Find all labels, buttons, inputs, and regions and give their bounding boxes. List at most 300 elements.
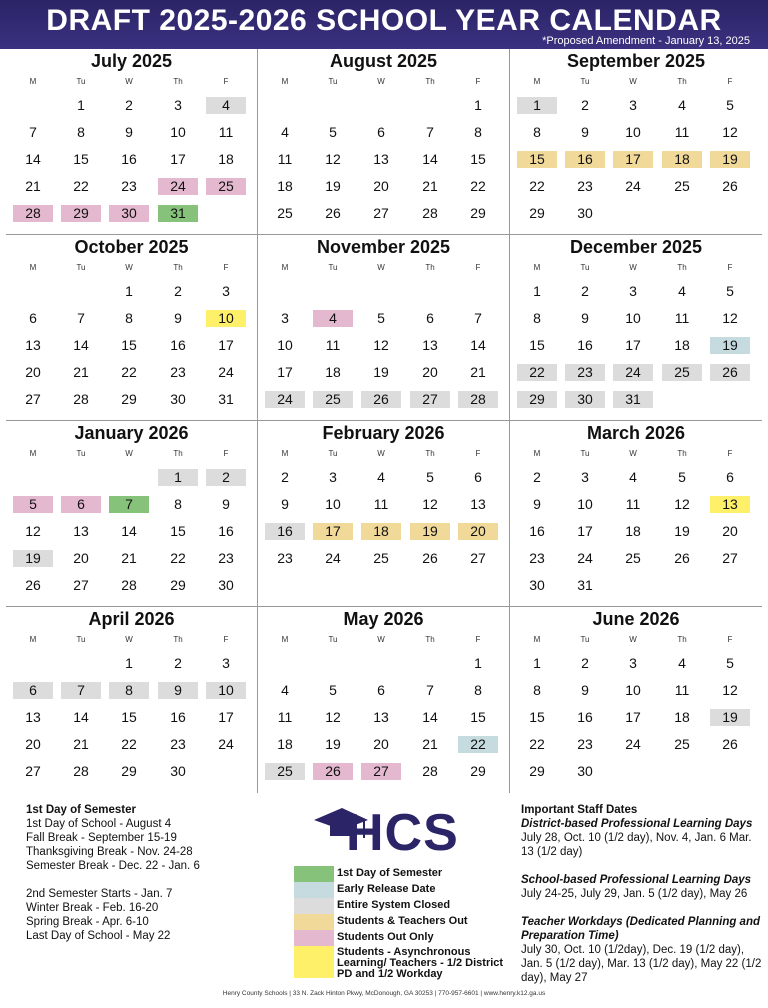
calendar-day: 26 xyxy=(722,736,738,752)
weekday-label: W xyxy=(377,263,385,272)
calendar-day: 13 xyxy=(422,337,438,353)
key-label: Early Release Date xyxy=(337,883,436,895)
calendar-day: 16 xyxy=(565,151,605,168)
calendar-day: 20 xyxy=(73,550,89,566)
month-name: July 2025 xyxy=(90,51,173,71)
calendar-day: 23 xyxy=(121,178,137,194)
calendar-day: 18 xyxy=(277,736,293,752)
calendar-day: 30 xyxy=(565,391,605,408)
calendar-day: 29 xyxy=(121,763,137,779)
calendar-day: 9 xyxy=(281,496,289,512)
semester-item: Spring Break - Apr. 6-10 xyxy=(26,916,149,928)
calendar-day: 17 xyxy=(218,337,234,353)
calendar-day: 11 xyxy=(325,337,341,353)
weekday-label: F xyxy=(727,77,733,86)
calendar-day: 6 xyxy=(13,682,53,699)
calendar-day: 2 xyxy=(581,283,589,299)
calendar-day: 20 xyxy=(722,523,738,539)
calendar-day: 3 xyxy=(281,310,289,326)
semester-item: 2nd Semester Starts - Jan. 7 xyxy=(26,888,173,900)
calendar-day: 8 xyxy=(533,682,541,698)
calendar-day: 10 xyxy=(625,310,641,326)
calendar-day: 27 xyxy=(373,205,389,221)
calendar-day: 13 xyxy=(73,523,89,539)
calendar-day: 31 xyxy=(613,391,653,408)
calendar-day: 28 xyxy=(422,763,438,779)
calendar-day: 8 xyxy=(533,310,541,326)
calendar-day: 10 xyxy=(277,337,293,353)
calendar-day: 21 xyxy=(422,178,438,194)
staff-heading: Important Staff Dates xyxy=(521,804,638,816)
calendar-day: 13 xyxy=(470,496,486,512)
calendar-day: 2 xyxy=(581,97,589,113)
calendar-day: 10 xyxy=(206,682,246,699)
month-name: October 2025 xyxy=(74,237,189,257)
calendar-day: 1 xyxy=(125,283,133,299)
calendar-day: 25 xyxy=(662,364,702,381)
calendar-day: 14 xyxy=(422,709,438,725)
month-december-2025 xyxy=(510,235,762,421)
calendar-day: 11 xyxy=(625,496,641,512)
weekday-label: Tu xyxy=(76,449,86,458)
weekday-label: M xyxy=(281,635,289,644)
calendar-day: 17 xyxy=(313,523,353,540)
calendar-day: 2 xyxy=(581,655,589,671)
calendar-day: 26 xyxy=(325,205,341,221)
calendar-day: 20 xyxy=(373,736,389,752)
weekday-label: M xyxy=(29,263,37,272)
calendar-day: 15 xyxy=(121,337,137,353)
calendar-day: 14 xyxy=(422,151,438,167)
calendar-day: 31 xyxy=(218,391,234,407)
logo-text: HCS xyxy=(346,804,459,862)
key-item xyxy=(294,946,520,978)
calendar-day: 22 xyxy=(121,364,137,380)
key-item xyxy=(294,882,520,898)
calendar-day: 14 xyxy=(121,523,137,539)
month-april-2026 xyxy=(6,607,258,793)
month-name: April 2026 xyxy=(88,609,175,629)
calendar-day: 16 xyxy=(170,709,186,725)
calendar-day: 24 xyxy=(218,364,234,380)
calendar-day: 1 xyxy=(533,655,541,671)
calendar-day: 6 xyxy=(726,469,734,485)
weekday-label: W xyxy=(629,263,637,272)
calendar-day: 21 xyxy=(73,736,89,752)
calendar-day: 24 xyxy=(625,736,641,752)
calendar-day: 23 xyxy=(170,736,186,752)
calendar-day: 2 xyxy=(174,655,182,671)
weekday-label: Tu xyxy=(328,77,338,86)
month-august-2025 xyxy=(258,49,510,235)
calendar-day: 19 xyxy=(325,178,341,194)
month-january-2026 xyxy=(6,421,258,607)
calendar-day: 27 xyxy=(25,763,41,779)
weekday-label: M xyxy=(281,77,289,86)
staff-subheading: School-based Professional Learning Days xyxy=(521,874,752,886)
calendar-day: 23 xyxy=(577,736,593,752)
calendar-day: 28 xyxy=(121,577,137,593)
calendar-day: 12 xyxy=(674,496,690,512)
key-label: Students & Teachers Out xyxy=(337,915,468,927)
calendar-day: 10 xyxy=(577,496,593,512)
calendar-day: 12 xyxy=(722,682,738,698)
key-item xyxy=(294,914,520,930)
calendar-day: 27 xyxy=(73,577,89,593)
calendar-day: 12 xyxy=(422,496,438,512)
weekday-label: F xyxy=(475,449,481,458)
weekday-label: M xyxy=(281,449,289,458)
weekday-label: Tu xyxy=(328,449,338,458)
staff-text: July 30, Oct. 10 (1/2day), Dec. 19 (1/2 day), Jan. 5 (1/2 day), Mar. 13 (1/2 day), May 22 (1/2 day), May 27 xyxy=(521,944,762,984)
calendar-day: 22 xyxy=(517,364,557,381)
calendar-day: 22 xyxy=(458,736,498,753)
weekday-label: F xyxy=(475,77,481,86)
calendar-day: 7 xyxy=(109,496,149,513)
page-header xyxy=(0,0,768,49)
calendar-day: 4 xyxy=(678,97,686,113)
key-swatch xyxy=(294,866,334,882)
calendar-day: 5 xyxy=(726,97,734,113)
weekday-label: Tu xyxy=(580,77,590,86)
page-subtitle: *Proposed Amendment - January 13, 2025 xyxy=(542,35,750,47)
calendar-day: 5 xyxy=(329,682,337,698)
calendar-day: 14 xyxy=(25,151,41,167)
calendar-day: 30 xyxy=(577,763,593,779)
calendar-day: 26 xyxy=(361,391,401,408)
month-june-2026 xyxy=(510,607,762,793)
calendar-day: 23 xyxy=(277,550,293,566)
calendar-day: 5 xyxy=(377,310,385,326)
calendar-day: 5 xyxy=(329,124,337,140)
calendar-day: 22 xyxy=(121,736,137,752)
calendar-day: 23 xyxy=(218,550,234,566)
month-july-2025 xyxy=(6,49,258,235)
weekday-label: W xyxy=(125,449,133,458)
calendar-day: 1 xyxy=(474,655,482,671)
calendar-day: 30 xyxy=(577,205,593,221)
calendar-day: 20 xyxy=(422,364,438,380)
calendar-day: 19 xyxy=(13,550,53,567)
calendar-day: 25 xyxy=(674,178,690,194)
calendar-day: 11 xyxy=(277,709,293,725)
calendar-day: 26 xyxy=(674,550,690,566)
calendar-day: 3 xyxy=(329,469,337,485)
calendar-day: 15 xyxy=(121,709,137,725)
calendar-day: 27 xyxy=(470,550,486,566)
weekday-label: Th xyxy=(425,635,435,644)
calendar-day: 26 xyxy=(422,550,438,566)
calendar-day: 15 xyxy=(170,523,186,539)
calendar-day: 2 xyxy=(281,469,289,485)
calendar-day: 18 xyxy=(325,364,341,380)
calendar-day: 21 xyxy=(470,364,486,380)
semester-item: Fall Break - September 15-19 xyxy=(26,832,177,844)
calendar-day: 6 xyxy=(474,469,482,485)
calendar-day: 3 xyxy=(222,283,230,299)
calendar-day: 4 xyxy=(206,97,246,114)
month-name: November 2025 xyxy=(316,237,451,257)
staff-dates xyxy=(521,803,763,985)
calendar-day: 1 xyxy=(125,655,133,671)
calendar-day: 17 xyxy=(625,337,641,353)
month-name: March 2026 xyxy=(586,423,686,443)
weekday-label: Th xyxy=(677,263,687,272)
calendar-day: 9 xyxy=(174,310,182,326)
semester-item: Winter Break - Feb. 16-20 xyxy=(26,902,159,914)
calendar-day: 26 xyxy=(313,763,353,780)
calendar-day: 9 xyxy=(158,682,198,699)
calendar-day: 27 xyxy=(361,763,401,780)
calendar-day: 18 xyxy=(277,178,293,194)
calendar-day: 24 xyxy=(613,364,653,381)
key-label: Students - Asynchronous Learning/ Teachers - 1/2 District PD and 1/2 Workday xyxy=(337,946,504,980)
key-swatch xyxy=(294,930,334,946)
month-name: January 2026 xyxy=(74,423,189,443)
calendar-day: 2 xyxy=(174,283,182,299)
calendar-day: 6 xyxy=(377,124,385,140)
calendar-day: 1 xyxy=(158,469,198,486)
calendar-day: 29 xyxy=(529,205,545,221)
calendar-day: 12 xyxy=(722,124,738,140)
calendar-day: 5 xyxy=(426,469,434,485)
calendar-day: 5 xyxy=(726,655,734,671)
calendar-day: 9 xyxy=(222,496,230,512)
month-september-2025 xyxy=(510,49,762,235)
calendar-day: 3 xyxy=(629,97,637,113)
calendar-day: 17 xyxy=(218,709,234,725)
page-title: DRAFT 2025-2026 SCHOOL YEAR CALENDAR xyxy=(46,4,722,37)
calendar-day: 12 xyxy=(722,310,738,326)
calendar-day: 11 xyxy=(373,496,389,512)
calendar-day: 8 xyxy=(533,124,541,140)
calendar-day: 16 xyxy=(218,523,234,539)
weekday-label: W xyxy=(629,635,637,644)
calendar-day: 22 xyxy=(170,550,186,566)
key-swatch xyxy=(294,914,334,930)
calendar-day: 25 xyxy=(313,391,353,408)
calendar-day: 17 xyxy=(277,364,293,380)
calendar-day: 10 xyxy=(325,496,341,512)
calendar-day: 8 xyxy=(77,124,85,140)
calendar-day: 13 xyxy=(25,337,41,353)
month-may-2026 xyxy=(258,607,510,793)
calendar-day: 9 xyxy=(581,682,589,698)
month-october-2025 xyxy=(6,235,258,421)
key-label: Entire System Closed xyxy=(337,899,451,911)
calendar-day: 3 xyxy=(581,469,589,485)
calendar-day: 17 xyxy=(577,523,593,539)
calendar-day: 1 xyxy=(77,97,85,113)
month-november-2025 xyxy=(258,235,510,421)
calendar-day: 28 xyxy=(422,205,438,221)
calendar-day: 7 xyxy=(29,124,37,140)
calendar-day: 19 xyxy=(710,337,750,354)
calendar-day: 20 xyxy=(458,523,498,540)
calendar-day: 18 xyxy=(674,337,690,353)
calendar-day: 9 xyxy=(581,124,589,140)
calendar-day: 12 xyxy=(325,709,341,725)
calendar-day: 4 xyxy=(678,283,686,299)
calendar-day: 27 xyxy=(410,391,450,408)
calendar-day: 13 xyxy=(373,151,389,167)
calendar-day: 30 xyxy=(529,577,545,593)
calendar-day: 5 xyxy=(726,283,734,299)
calendar-day: 8 xyxy=(125,310,133,326)
calendar-day: 14 xyxy=(470,337,486,353)
weekday-label: M xyxy=(533,449,541,458)
semester-heading: 1st Day of Semester xyxy=(26,804,136,816)
month-name: February 2026 xyxy=(322,423,445,443)
key-label: Students Out Only xyxy=(337,931,434,943)
weekday-label: W xyxy=(125,635,133,644)
calendar-day: 7 xyxy=(61,682,101,699)
weekday-label: F xyxy=(727,263,733,272)
semester-item: Last Day of School - May 22 xyxy=(26,930,171,942)
calendar-day: 22 xyxy=(73,178,89,194)
calendar-day: 25 xyxy=(625,550,641,566)
calendar-day: 7 xyxy=(77,310,85,326)
calendar-day: 9 xyxy=(533,496,541,512)
calendar-day: 4 xyxy=(377,469,385,485)
calendar-day: 16 xyxy=(121,151,137,167)
calendar-day: 31 xyxy=(577,577,593,593)
calendar-day: 17 xyxy=(625,709,641,725)
calendar-day: 16 xyxy=(577,337,593,353)
calendar-day: 11 xyxy=(277,151,293,167)
key-item xyxy=(294,866,520,882)
calendar-day: 25 xyxy=(206,178,246,195)
weekday-label: W xyxy=(125,263,133,272)
calendar-day: 11 xyxy=(674,310,690,326)
calendar-day: 14 xyxy=(73,337,89,353)
weekday-label: Th xyxy=(677,77,687,86)
weekday-label: F xyxy=(727,635,733,644)
calendar-day: 16 xyxy=(577,709,593,725)
calendar-day: 16 xyxy=(265,523,305,540)
calendar-day: 10 xyxy=(170,124,186,140)
weekday-label: Th xyxy=(173,635,183,644)
calendar-day: 8 xyxy=(109,682,149,699)
weekday-label: Tu xyxy=(580,263,590,272)
semester-item: Semester Break - Dec. 22 - Jan. 6 xyxy=(26,860,200,872)
calendar-day: 7 xyxy=(474,310,482,326)
weekday-label: M xyxy=(29,635,37,644)
color-key xyxy=(294,866,520,978)
semester-item: Thanksgiving Break - Nov. 24-28 xyxy=(26,846,193,858)
semester-dates xyxy=(26,803,296,943)
calendar-day: 23 xyxy=(577,178,593,194)
weekday-label: W xyxy=(377,635,385,644)
staff-text: July 28, Oct. 10 (1/2 day), Nov. 4, Jan. 6 Mar. 13 (1/2 day) xyxy=(521,832,752,858)
calendar-day: 4 xyxy=(281,124,289,140)
weekday-label: M xyxy=(281,263,289,272)
calendar-day: 18 xyxy=(361,523,401,540)
month-name: September 2025 xyxy=(566,51,706,71)
calendar-day: 6 xyxy=(61,496,101,513)
calendar-day: 29 xyxy=(170,577,186,593)
weekday-label: W xyxy=(629,449,637,458)
key-label: 1st Day of Semester xyxy=(337,867,443,879)
calendar-day: 29 xyxy=(61,205,101,222)
calendar-day: 18 xyxy=(674,709,690,725)
calendar-day: 3 xyxy=(629,655,637,671)
weekday-label: M xyxy=(29,449,37,458)
calendar-day: 19 xyxy=(325,736,341,752)
calendar-day: 22 xyxy=(529,736,545,752)
calendar-day: 16 xyxy=(529,523,545,539)
month-name: June 2026 xyxy=(592,609,680,629)
key-item xyxy=(294,898,520,914)
calendar-day: 4 xyxy=(629,469,637,485)
weekday-label: W xyxy=(629,77,637,86)
calendar-day: 4 xyxy=(313,310,353,327)
calendar-day: 17 xyxy=(613,151,653,168)
calendar-day: 30 xyxy=(109,205,149,222)
key-swatch xyxy=(294,898,334,914)
weekday-label: Th xyxy=(173,263,183,272)
weekday-label: M xyxy=(533,263,541,272)
weekday-label: Th xyxy=(677,449,687,458)
calendar-day: 9 xyxy=(581,310,589,326)
calendar-day: 15 xyxy=(529,709,545,725)
calendar-day: 25 xyxy=(373,550,389,566)
calendar-day: 18 xyxy=(625,523,641,539)
calendar-day: 12 xyxy=(373,337,389,353)
calendar-day: 12 xyxy=(25,523,41,539)
calendar-day: 22 xyxy=(529,178,545,194)
key-swatch xyxy=(294,882,334,898)
weekday-label: Th xyxy=(425,77,435,86)
calendar-day: 10 xyxy=(625,682,641,698)
weekday-label: W xyxy=(377,77,385,86)
calendar-day: 14 xyxy=(73,709,89,725)
weekday-label: F xyxy=(223,449,229,458)
calendar-day: 27 xyxy=(722,550,738,566)
weekday-label: Tu xyxy=(76,263,86,272)
calendar-day: 8 xyxy=(474,124,482,140)
weekday-label: Tu xyxy=(328,635,338,644)
calendar-day: 29 xyxy=(470,763,486,779)
calendar-day: 2 xyxy=(125,97,133,113)
month-name: August 2025 xyxy=(329,51,438,71)
weekday-label: F xyxy=(223,77,229,86)
calendar-day: 20 xyxy=(373,178,389,194)
calendar-day: 26 xyxy=(710,364,750,381)
calendar-day: 25 xyxy=(277,205,293,221)
calendar-day: 13 xyxy=(25,709,41,725)
calendar-day: 1 xyxy=(517,97,557,114)
weekday-label: W xyxy=(125,77,133,86)
calendar-day: 26 xyxy=(722,178,738,194)
calendar-day: 5 xyxy=(678,469,686,485)
staff-text: July 24-25, July 29, Jan. 5 (1/2 day), May 26 xyxy=(521,888,748,900)
calendar-day: 25 xyxy=(265,763,305,780)
calendar-day: 6 xyxy=(426,310,434,326)
calendar-day: 30 xyxy=(218,577,234,593)
calendar-day: 21 xyxy=(422,736,438,752)
calendar-day: 24 xyxy=(325,550,341,566)
calendar-day: 11 xyxy=(218,124,234,140)
calendar-day: 15 xyxy=(517,151,557,168)
calendar-day: 19 xyxy=(710,709,750,726)
calendar-day: 28 xyxy=(13,205,53,222)
calendar-day: 8 xyxy=(174,496,182,512)
key-item xyxy=(294,930,520,946)
staff-subheading: District-based Professional Learning Days xyxy=(521,818,753,830)
calendar-day: 15 xyxy=(73,151,89,167)
calendar-day: 28 xyxy=(458,391,498,408)
